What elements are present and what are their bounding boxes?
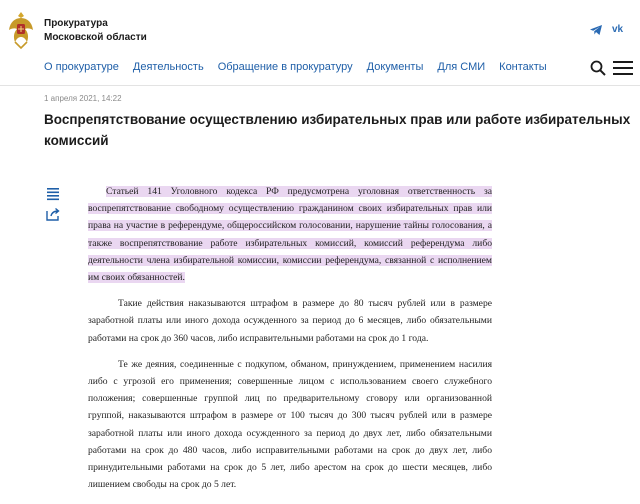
main-nav	[44, 61, 547, 73]
nav-item-media[interactable]: Для СМИ	[437, 61, 486, 73]
org-name-line2: Московской области	[44, 32, 147, 43]
vk-icon[interactable]: vk	[612, 24, 624, 35]
article-paragraph: Такие действия наказываются штрафом в размере до 80 тысяч рублей или в размере заработной платы или иного дохода осужденного за период до 6 месяцев, либо обязательными работами на срок до 360 часов, либо исправительными работами на срок до 1 года.	[88, 298, 492, 344]
nav-item-contacts[interactable]: Контакты	[499, 61, 547, 73]
article-body	[88, 183, 492, 502]
highlighted-text: Статьей 141 Уголовного кодекса РФ предусмотрена уголовная ответственность за воспрепятствование свободному осуществлению гражданином своих избирательных прав или права на участие в референдуме, общероссийском голосовании, нарушение тайны голосования, а также воспрепятствование работе избирательных комиссий, комиссий референдума либо деятельности члена избирательной комиссии, комиссии референдума, связанной с исполнением им своих обязанностей.	[88, 186, 492, 284]
site-header	[0, 0, 640, 86]
text-size-icon[interactable]	[46, 187, 60, 201]
article-paragraph	[88, 183, 492, 286]
nav-item-documents[interactable]: Документы	[366, 61, 424, 73]
search-icon[interactable]	[590, 60, 606, 76]
org-name-line1: Прокуратура	[44, 18, 108, 29]
nav-item-about[interactable]: О прокуратуре	[44, 61, 119, 73]
org-name[interactable]	[44, 17, 147, 45]
telegram-icon[interactable]	[589, 24, 603, 36]
hamburger-menu-icon[interactable]	[613, 61, 633, 75]
article-paragraph: Те же деяния, соединенные с подкупом, обманом, принуждением, применением насилия либо с угрозой его применения; совершенные лицом с использованием своего служебного положения; совершенные группой лиц по предварительному сговору или организованной группой, наказываются штрафом в размере от 100 тысяч до 300 тысяч рублей или в размере заработной платы или иного дохода осужденного за период до двух лет, либо обязательными работами на срок до 480 часов, либо исправительными работами на срок до двух лет, либо принудительными работами на срок до 5 лет, либо арестом на срок до шести месяцев, либо лишением свободы на срок до 5 лет.	[88, 358, 492, 491]
article-title: Воспрепятствование осуществлению избирательных прав или работе избирательных комиссий	[44, 112, 631, 148]
article-date: 1 апреля 2021, 14:22	[44, 94, 122, 103]
nav-item-appeal[interactable]: Обращение в прокуратуру	[217, 61, 353, 73]
nav-item-activity[interactable]: Деятельность	[132, 61, 204, 73]
share-icon[interactable]	[46, 207, 60, 221]
emblem-icon[interactable]	[6, 10, 36, 50]
